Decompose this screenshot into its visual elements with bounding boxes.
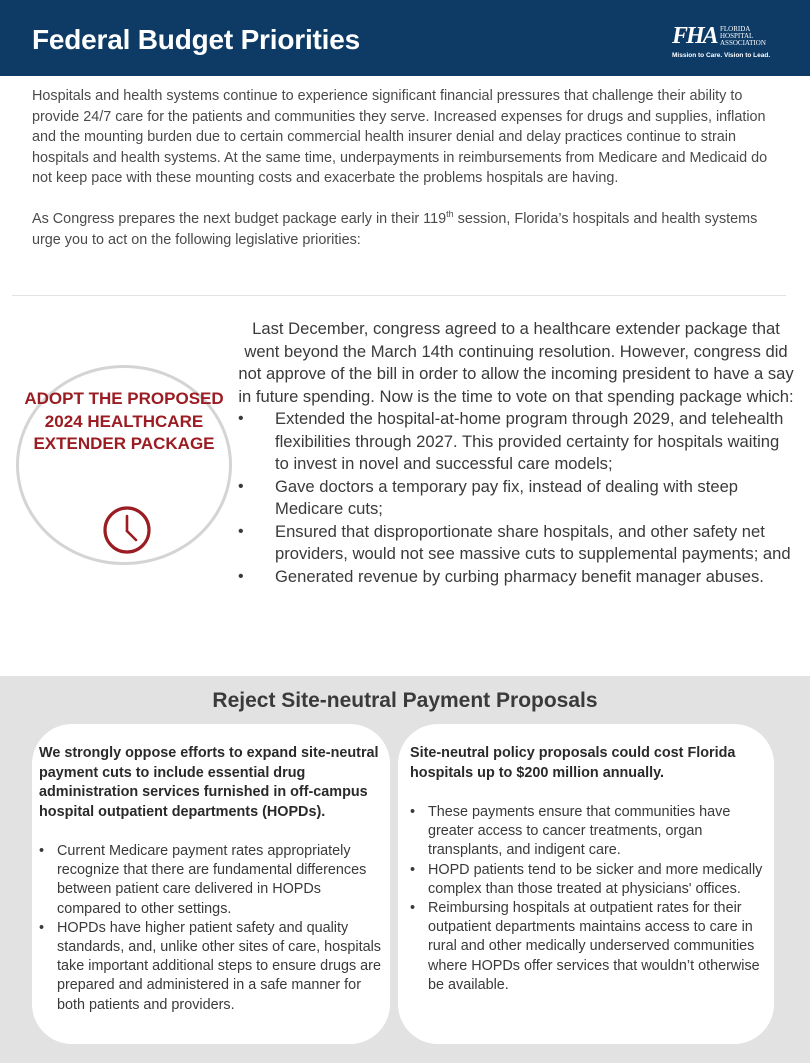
right-card [398, 724, 774, 1044]
intro-text [32, 86, 772, 270]
left-card [32, 724, 390, 1044]
list-item: • Extended the hospital-at-home program through 2029, and telehealth flexibilities through 2027. This provided certainty for hospitals waiting to invest in novel and successful care models; [238, 408, 794, 476]
logo-name-line: FLORIDA [720, 25, 751, 33]
extender-bullet-list [238, 408, 794, 588]
intro-paragraph: As Congress prepares the next budget package early in their 119th session, Florida’s hospitals and health systems urge you to act on the following legislative priorities: [32, 209, 758, 248]
list-item: • Ensured that disproportionate share hospitals, and other safety net providers, would not see massive cuts to supplemental payments; and [238, 521, 794, 566]
list-item: • Gave doctors a temporary pay fix, instead of dealing with steep Medicare cuts; [238, 476, 794, 521]
list-item: • HOPD patients tend to be sicker and more medically complex than those treated at physicians' offices. [410, 861, 766, 899]
list-item: • Generated revenue by curbing pharmacy benefit manager abuses. [238, 566, 794, 589]
page-title: Federal Budget Priorities [32, 24, 360, 55]
page-header [0, 0, 810, 76]
logo-name [720, 26, 780, 47]
section-divider [12, 295, 786, 296]
card-heading: Site-neutral policy proposals could cost Florida hospitals up to $200 million annually. [410, 745, 736, 781]
intro-paragraph: Hospitals and health systems continue to experience significant financial pressures that challenge their ability to provide 24/7 care for the patients and communities they serve. Increased expenses for drugs and supplies, inflation and the mounting burden due to certain commercial health insurer denial and delay practices continue to strain hospitals and health systems. At the same time, underpayments in reimbursements from Medicare and Medicaid do not keep pace with these mounting costs and exacerbate the problems hospitals are having. [32, 88, 768, 187]
extender-badge-title: ADOPT THE PROPOSED 2024 HEALTHCARE EXTENDER PACKAGE [24, 389, 224, 453]
extender-content [238, 318, 794, 588]
section-title: Reject Site-neutral Payment Proposals [212, 689, 598, 712]
card-heading: We strongly oppose efforts to expand site-neutral payment cuts to include essential drug administration services furnished in off-campus hospital outpatient departments (HOPDs). [39, 745, 379, 820]
card-bullet-list [39, 842, 384, 1015]
fha-logo [672, 24, 776, 64]
clock-icon [101, 504, 153, 556]
logo-name-line: ASSOCIATION [720, 39, 766, 47]
site-neutral-section [0, 676, 810, 1063]
list-item: • These payments ensure that communities have greater access to cancer treatments, organ transplants, and indigent care. [410, 803, 766, 861]
extender-badge [16, 365, 232, 565]
list-item: • Current Medicare payment rates appropriately recognize that there are fundamental differences between patient care delivered in HOPDs compared to other settings. [39, 842, 384, 919]
logo-mark: FHA [672, 23, 717, 49]
card-bullet-list [410, 803, 766, 995]
list-item: • Reimbursing hospitals at outpatient rates for their outpatient departments maintains access to care in rural and other medically underserved communities where HOPDs offer services that wouldn’t otherwise be available. [410, 899, 766, 995]
list-item: • HOPDs have higher patient safety and quality standards, and, unlike other sites of care, hospitals take important additional steps to ensure drugs are prepared and administered in a safe manner for both patients and providers. [39, 919, 384, 1015]
logo-tagline: Mission to Care. Vision to Lead. [672, 52, 771, 59]
extender-lead: Last December, congress agreed to a healthcare extender package that went beyond the March 14th continuing resolution. However, congress did not approve of the bill in order to allow the incoming president to have a say in future spending. Now is the time to vote on that spending package which: [238, 319, 794, 406]
logo-name-line: HOSPITAL [720, 32, 754, 40]
